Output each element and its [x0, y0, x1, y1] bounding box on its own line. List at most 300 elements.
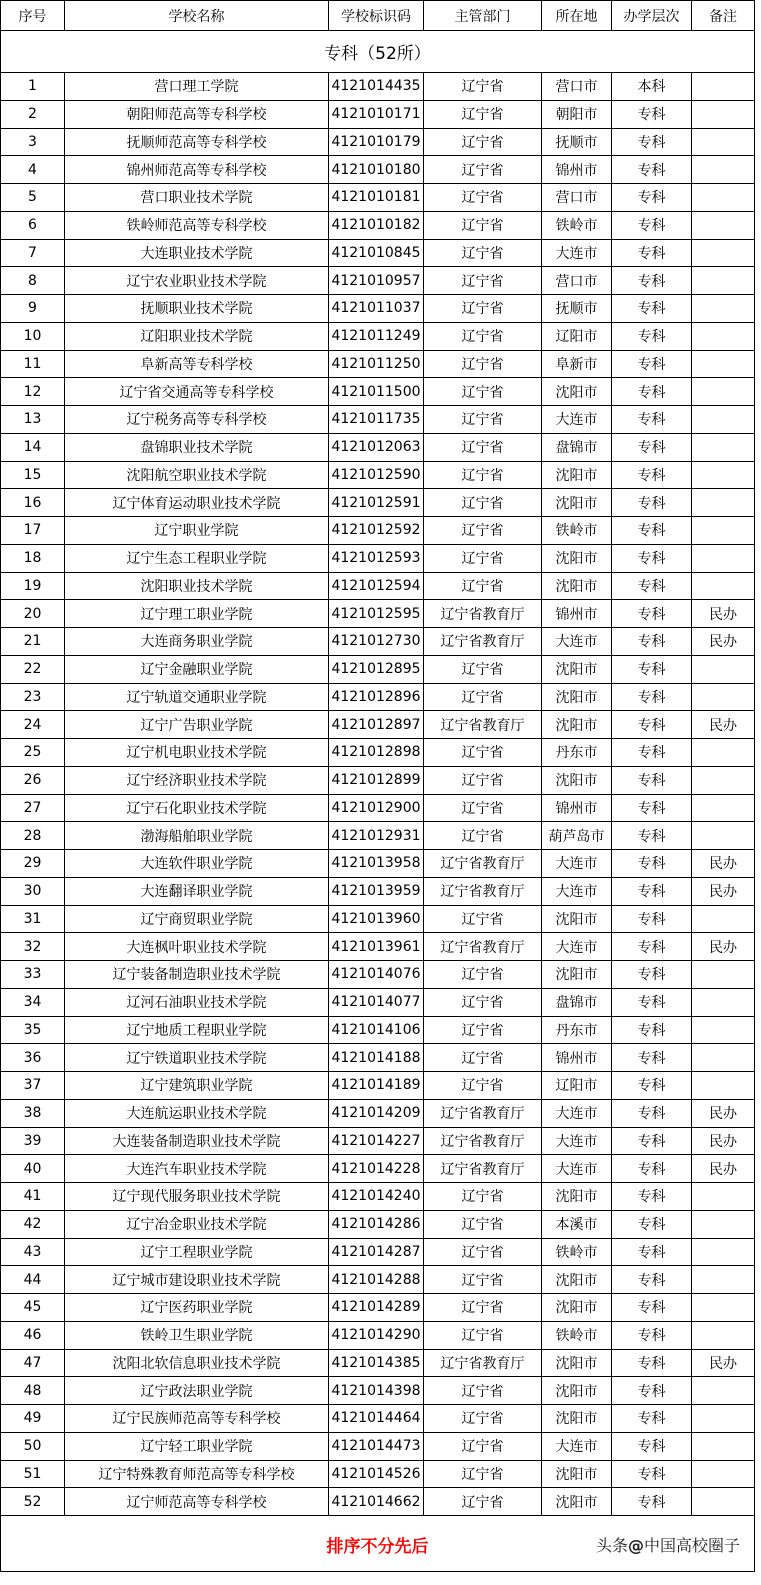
- cell-index: 16: [1, 489, 65, 517]
- cell-school-code: 4121014287: [329, 1238, 424, 1266]
- cell-index: 44: [1, 1266, 65, 1294]
- cell-authority: 辽宁省: [424, 544, 542, 572]
- table-row: [1, 1210, 755, 1238]
- credit-name: 中国高校圈子: [643, 1536, 740, 1555]
- cell-remark: [692, 655, 755, 683]
- cell-school-name: 大连商务职业学院: [65, 628, 329, 656]
- cell-school-name: 辽宁轻工职业学院: [65, 1432, 329, 1460]
- cell-location: 沈阳市: [542, 711, 612, 739]
- cell-level: 专科: [612, 933, 692, 961]
- cell-index: 5: [1, 184, 65, 212]
- table-row: [1, 406, 755, 434]
- cell-remark: [692, 905, 755, 933]
- cell-location: 沈阳市: [542, 1460, 612, 1488]
- table-row: [1, 156, 755, 184]
- cell-remark: [692, 572, 755, 600]
- cell-location: 抚顺市: [542, 128, 612, 156]
- cell-school-name: 沈阳北软信息职业技术学院: [65, 1349, 329, 1377]
- cell-school-name: 辽宁民族师范高等专科学校: [65, 1405, 329, 1433]
- cell-school-name: 辽宁税务高等专科学校: [65, 406, 329, 434]
- cell-school-name: 大连汽车职业技术学院: [65, 1155, 329, 1183]
- cell-level: 专科: [612, 572, 692, 600]
- cell-level: 专科: [612, 766, 692, 794]
- cell-level: 专科: [612, 1460, 692, 1488]
- cell-school-name: 辽宁商贸职业学院: [65, 905, 329, 933]
- table-row: [1, 877, 755, 905]
- table-row: [1, 683, 755, 711]
- cell-school-name: 大连航运职业技术学院: [65, 1099, 329, 1127]
- cell-index: 4: [1, 156, 65, 184]
- cell-level: 专科: [612, 1432, 692, 1460]
- cell-remark: 民办: [692, 711, 755, 739]
- cell-location: 丹东市: [542, 1016, 612, 1044]
- cell-school-name: 辽宁现代服务职业技术学院: [65, 1183, 329, 1211]
- cell-school-code: 4121014288: [329, 1266, 424, 1294]
- cell-level: 专科: [612, 711, 692, 739]
- cell-remark: [692, 1183, 755, 1211]
- cell-remark: [692, 1294, 755, 1322]
- cell-remark: [692, 322, 755, 350]
- cell-remark: 民办: [692, 1349, 755, 1377]
- cell-location: 沈阳市: [542, 544, 612, 572]
- cell-remark: 民办: [692, 933, 755, 961]
- cell-authority: 辽宁省: [424, 100, 542, 128]
- cell-school-code: 4121014076: [329, 961, 424, 989]
- cell-school-code: 4121014398: [329, 1377, 424, 1405]
- cell-index: 22: [1, 655, 65, 683]
- cell-school-code: 4121010179: [329, 128, 424, 156]
- cell-index: 30: [1, 877, 65, 905]
- cell-index: 7: [1, 239, 65, 267]
- cell-remark: 民办: [692, 1155, 755, 1183]
- cell-school-name: 大连软件职业学院: [65, 850, 329, 878]
- cell-authority: 辽宁省教育厅: [424, 1099, 542, 1127]
- cell-authority: 辽宁省: [424, 961, 542, 989]
- cell-school-name: 阜新高等专科学校: [65, 350, 329, 378]
- cell-remark: 民办: [692, 1127, 755, 1155]
- cell-school-name: 锦州师范高等专科学校: [65, 156, 329, 184]
- table-row: [1, 1044, 755, 1072]
- cell-authority: 辽宁省: [424, 406, 542, 434]
- cell-level: 本科: [612, 73, 692, 101]
- cell-authority: 辽宁省: [424, 156, 542, 184]
- cell-remark: [692, 156, 755, 184]
- cell-school-code: 4121014289: [329, 1294, 424, 1322]
- table-row: [1, 433, 755, 461]
- cell-location: 沈阳市: [542, 961, 612, 989]
- table-row: [1, 1266, 755, 1294]
- cell-remark: 民办: [692, 600, 755, 628]
- table-row: [1, 1377, 755, 1405]
- cell-remark: 民办: [692, 1099, 755, 1127]
- cell-school-name: 营口职业技术学院: [65, 184, 329, 212]
- cell-school-code: 4121014227: [329, 1127, 424, 1155]
- cell-level: 专科: [612, 322, 692, 350]
- cell-index: 18: [1, 544, 65, 572]
- sort-note: 排序不分先后: [326, 1537, 429, 1557]
- cell-school-code: 4121012591: [329, 489, 424, 517]
- cell-level: 专科: [612, 128, 692, 156]
- cell-school-code: 4121014240: [329, 1183, 424, 1211]
- cell-school-name: 辽宁铁道职业技术学院: [65, 1044, 329, 1072]
- cell-authority: 辽宁省: [424, 184, 542, 212]
- table-row: [1, 905, 755, 933]
- cell-level: 专科: [612, 1155, 692, 1183]
- cell-level: 专科: [612, 295, 692, 323]
- table-row: [1, 239, 755, 267]
- cell-location: 沈阳市: [542, 461, 612, 489]
- cell-authority: 辽宁省教育厅: [424, 628, 542, 656]
- cell-school-name: 辽宁体育运动职业技术学院: [65, 489, 329, 517]
- cell-authority: 辽宁省: [424, 683, 542, 711]
- cell-remark: [692, 211, 755, 239]
- cell-level: 专科: [612, 1266, 692, 1294]
- cell-school-code: 4121013960: [329, 905, 424, 933]
- cell-authority: 辽宁省: [424, 1016, 542, 1044]
- cell-school-code: 4121013959: [329, 877, 424, 905]
- cell-index: 49: [1, 1405, 65, 1433]
- cell-level: 专科: [612, 600, 692, 628]
- cell-remark: [692, 184, 755, 212]
- cell-level: 专科: [612, 184, 692, 212]
- cell-level: 专科: [612, 1099, 692, 1127]
- cell-index: 51: [1, 1460, 65, 1488]
- cell-authority: 辽宁省: [424, 73, 542, 101]
- cell-level: 专科: [612, 544, 692, 572]
- cell-school-name: 辽宁政法职业学院: [65, 1377, 329, 1405]
- cell-location: 盘锦市: [542, 433, 612, 461]
- cell-location: 沈阳市: [542, 1488, 612, 1516]
- cell-school-name: 大连翻译职业学院: [65, 877, 329, 905]
- cell-school-name: 辽宁生态工程职业学院: [65, 544, 329, 572]
- cell-authority: 辽宁省: [424, 794, 542, 822]
- cell-level: 专科: [612, 100, 692, 128]
- cell-school-name: 大连枫叶职业技术学院: [65, 933, 329, 961]
- cell-index: 20: [1, 600, 65, 628]
- table-row: [1, 1405, 755, 1433]
- table-row: [1, 600, 755, 628]
- cell-school-code: 4121012900: [329, 794, 424, 822]
- cell-school-name: 辽宁石化职业技术学院: [65, 794, 329, 822]
- cell-level: 专科: [612, 1238, 692, 1266]
- cell-remark: [692, 239, 755, 267]
- table-row: [1, 1238, 755, 1266]
- cell-school-name: 辽宁理工职业学院: [65, 600, 329, 628]
- cell-authority: 辽宁省: [424, 1210, 542, 1238]
- cell-index: 26: [1, 766, 65, 794]
- table-row: [1, 1432, 755, 1460]
- cell-remark: 民办: [692, 877, 755, 905]
- cell-remark: [692, 988, 755, 1016]
- footer-row: [1, 1516, 755, 1572]
- cell-index: 28: [1, 822, 65, 850]
- cell-authority: 辽宁省: [424, 988, 542, 1016]
- cell-authority: 辽宁省教育厅: [424, 850, 542, 878]
- cell-authority: 辽宁省: [424, 489, 542, 517]
- table-row: [1, 1183, 755, 1211]
- cell-school-code: 4121012896: [329, 683, 424, 711]
- cell-index: 50: [1, 1432, 65, 1460]
- table-row: [1, 100, 755, 128]
- cell-school-code: 4121012897: [329, 711, 424, 739]
- cell-level: 专科: [612, 517, 692, 545]
- cell-location: 沈阳市: [542, 1183, 612, 1211]
- cell-level: 专科: [612, 239, 692, 267]
- cell-school-name: 辽宁农业职业技术学院: [65, 267, 329, 295]
- cell-authority: 辽宁省: [424, 766, 542, 794]
- table-row: [1, 933, 755, 961]
- cell-level: 专科: [612, 156, 692, 184]
- cell-school-name: 大连职业技术学院: [65, 239, 329, 267]
- cell-index: 23: [1, 683, 65, 711]
- cell-school-code: 4121010182: [329, 211, 424, 239]
- cell-location: 锦州市: [542, 794, 612, 822]
- cell-index: 15: [1, 461, 65, 489]
- cell-level: 专科: [612, 378, 692, 406]
- cell-authority: 辽宁省: [424, 461, 542, 489]
- cell-location: 锦州市: [542, 156, 612, 184]
- cell-index: 14: [1, 433, 65, 461]
- cell-school-code: 4121011249: [329, 322, 424, 350]
- cell-remark: 民办: [692, 850, 755, 878]
- cell-school-code: 4121012592: [329, 517, 424, 545]
- cell-location: 大连市: [542, 239, 612, 267]
- cell-school-code: 4121012898: [329, 739, 424, 767]
- cell-authority: 辽宁省: [424, 322, 542, 350]
- cell-index: 13: [1, 406, 65, 434]
- cell-level: 专科: [612, 739, 692, 767]
- cell-school-code: 4121012899: [329, 766, 424, 794]
- cell-index: 27: [1, 794, 65, 822]
- cell-school-code: 4121014662: [329, 1488, 424, 1516]
- cell-school-code: 4121011037: [329, 295, 424, 323]
- cell-remark: [692, 739, 755, 767]
- header-authority: 主管部门: [424, 1, 542, 31]
- cell-school-code: 4121014106: [329, 1016, 424, 1044]
- cell-index: 37: [1, 1072, 65, 1100]
- cell-index: 45: [1, 1294, 65, 1322]
- cell-location: 阜新市: [542, 350, 612, 378]
- cell-level: 专科: [612, 1405, 692, 1433]
- table-row: [1, 1488, 755, 1516]
- cell-school-code: 4121012590: [329, 461, 424, 489]
- table-row: [1, 1127, 755, 1155]
- header-school-name: 学校名称: [65, 1, 329, 31]
- cell-school-code: 4121012063: [329, 433, 424, 461]
- table-row: [1, 1072, 755, 1100]
- header-remark: 备注: [692, 1, 755, 31]
- table-row: [1, 517, 755, 545]
- cell-index: 10: [1, 322, 65, 350]
- table-row: [1, 1349, 755, 1377]
- cell-school-code: 4121014526: [329, 1460, 424, 1488]
- header-index: 序号: [1, 1, 65, 31]
- cell-remark: [692, 961, 755, 989]
- cell-remark: [692, 295, 755, 323]
- cell-location: 沈阳市: [542, 378, 612, 406]
- cell-index: 39: [1, 1127, 65, 1155]
- cell-level: 专科: [612, 1044, 692, 1072]
- cell-school-name: 辽宁轨道交通职业学院: [65, 683, 329, 711]
- table-row: [1, 1016, 755, 1044]
- cell-location: 丹东市: [542, 739, 612, 767]
- cell-location: 本溪市: [542, 1210, 612, 1238]
- cell-school-code: 4121014189: [329, 1072, 424, 1100]
- cell-level: 专科: [612, 988, 692, 1016]
- cell-level: 专科: [612, 1377, 692, 1405]
- cell-location: 大连市: [542, 1155, 612, 1183]
- cell-level: 专科: [612, 350, 692, 378]
- cell-school-code: 4121010180: [329, 156, 424, 184]
- cell-location: 沈阳市: [542, 572, 612, 600]
- cell-level: 专科: [612, 211, 692, 239]
- cell-remark: [692, 1266, 755, 1294]
- cell-school-code: 4121014464: [329, 1405, 424, 1433]
- table-row: [1, 988, 755, 1016]
- cell-location: 锦州市: [542, 600, 612, 628]
- table-row: [1, 711, 755, 739]
- cell-remark: [692, 517, 755, 545]
- table-row: [1, 267, 755, 295]
- cell-level: 专科: [612, 1183, 692, 1211]
- cell-school-code: 4121010957: [329, 267, 424, 295]
- cell-index: 40: [1, 1155, 65, 1183]
- table-row: [1, 544, 755, 572]
- cell-index: 25: [1, 739, 65, 767]
- cell-remark: [692, 683, 755, 711]
- cell-remark: [692, 766, 755, 794]
- table-row: [1, 655, 755, 683]
- cell-school-code: 4121012895: [329, 655, 424, 683]
- table-row: [1, 1460, 755, 1488]
- cell-index: 41: [1, 1183, 65, 1211]
- cell-level: 专科: [612, 822, 692, 850]
- cell-index: 36: [1, 1044, 65, 1072]
- cell-authority: 辽宁省: [424, 739, 542, 767]
- cell-school-code: 4121014435: [329, 73, 424, 101]
- cell-school-name: 铁岭师范高等专科学校: [65, 211, 329, 239]
- cell-index: 3: [1, 128, 65, 156]
- cell-level: 专科: [612, 877, 692, 905]
- cell-remark: [692, 1377, 755, 1405]
- cell-level: 专科: [612, 683, 692, 711]
- table-row: [1, 628, 755, 656]
- table-row: [1, 961, 755, 989]
- cell-authority: 辽宁省教育厅: [424, 1349, 542, 1377]
- cell-authority: 辽宁省: [424, 239, 542, 267]
- cell-school-code: 4121012730: [329, 628, 424, 656]
- cell-location: 大连市: [542, 933, 612, 961]
- cell-school-name: 抚顺师范高等专科学校: [65, 128, 329, 156]
- cell-index: 1: [1, 73, 65, 101]
- table-row: [1, 822, 755, 850]
- cell-index: 38: [1, 1099, 65, 1127]
- cell-school-code: 4121014209: [329, 1099, 424, 1127]
- table-row: [1, 739, 755, 767]
- cell-school-code: 4121014228: [329, 1155, 424, 1183]
- cell-location: 大连市: [542, 877, 612, 905]
- cell-school-name: 辽阳职业技术学院: [65, 322, 329, 350]
- cell-location: 沈阳市: [542, 655, 612, 683]
- cell-location: 大连市: [542, 850, 612, 878]
- cell-school-name: 营口理工学院: [65, 73, 329, 101]
- cell-index: 43: [1, 1238, 65, 1266]
- cell-index: 52: [1, 1488, 65, 1516]
- table-row: [1, 73, 755, 101]
- credit-prefix: 头条: [595, 1536, 628, 1555]
- cell-authority: 辽宁省: [424, 1072, 542, 1100]
- cell-authority: 辽宁省教育厅: [424, 1155, 542, 1183]
- credit-at: @: [627, 1536, 644, 1555]
- cell-school-name: 辽宁特殊教育师范高等专科学校: [65, 1460, 329, 1488]
- cell-index: 47: [1, 1349, 65, 1377]
- table-row: [1, 1321, 755, 1349]
- table-row: [1, 350, 755, 378]
- cell-level: 专科: [612, 655, 692, 683]
- cell-level: 专科: [612, 1294, 692, 1322]
- cell-authority: 辽宁省: [424, 517, 542, 545]
- cell-location: 锦州市: [542, 1044, 612, 1072]
- cell-school-name: 辽宁机电职业技术学院: [65, 739, 329, 767]
- cell-level: 专科: [612, 850, 692, 878]
- cell-index: 32: [1, 933, 65, 961]
- table-body: [1, 73, 755, 1516]
- cell-school-name: 沈阳航空职业技术学院: [65, 461, 329, 489]
- cell-authority: 辽宁省: [424, 655, 542, 683]
- cell-school-code: 4121010171: [329, 100, 424, 128]
- section-row: [1, 31, 755, 73]
- table-row: [1, 572, 755, 600]
- cell-level: 专科: [612, 461, 692, 489]
- cell-school-name: 辽宁工程职业学院: [65, 1238, 329, 1266]
- cell-school-name: 辽宁经济职业技术学院: [65, 766, 329, 794]
- cell-remark: [692, 100, 755, 128]
- table-row: [1, 461, 755, 489]
- cell-level: 专科: [612, 905, 692, 933]
- cell-location: 铁岭市: [542, 517, 612, 545]
- cell-school-name: 铁岭卫生职业学院: [65, 1321, 329, 1349]
- cell-authority: 辽宁省: [424, 211, 542, 239]
- section-title: 专科（52所）: [1, 31, 755, 73]
- cell-school-name: 盘锦职业技术学院: [65, 433, 329, 461]
- cell-location: 沈阳市: [542, 766, 612, 794]
- cell-school-name: 辽宁广告职业学院: [65, 711, 329, 739]
- cell-index: 24: [1, 711, 65, 739]
- cell-school-name: 渤海船舶职业学院: [65, 822, 329, 850]
- watermark-credit: [596, 1533, 740, 1556]
- cell-remark: [692, 461, 755, 489]
- cell-school-name: 沈阳职业技术学院: [65, 572, 329, 600]
- cell-location: 沈阳市: [542, 1405, 612, 1433]
- cell-authority: 辽宁省: [424, 905, 542, 933]
- cell-school-code: 4121012594: [329, 572, 424, 600]
- cell-remark: [692, 544, 755, 572]
- cell-authority: 辽宁省: [424, 822, 542, 850]
- cell-level: 专科: [612, 1072, 692, 1100]
- table-row: [1, 184, 755, 212]
- cell-authority: 辽宁省: [424, 1238, 542, 1266]
- table-row: [1, 295, 755, 323]
- table-row: [1, 1155, 755, 1183]
- table-row: [1, 211, 755, 239]
- cell-remark: [692, 1488, 755, 1516]
- cell-authority: 辽宁省: [424, 433, 542, 461]
- cell-location: 盘锦市: [542, 988, 612, 1016]
- cell-authority: 辽宁省: [424, 128, 542, 156]
- cell-location: 辽阳市: [542, 322, 612, 350]
- table-row: [1, 766, 755, 794]
- cell-index: 12: [1, 378, 65, 406]
